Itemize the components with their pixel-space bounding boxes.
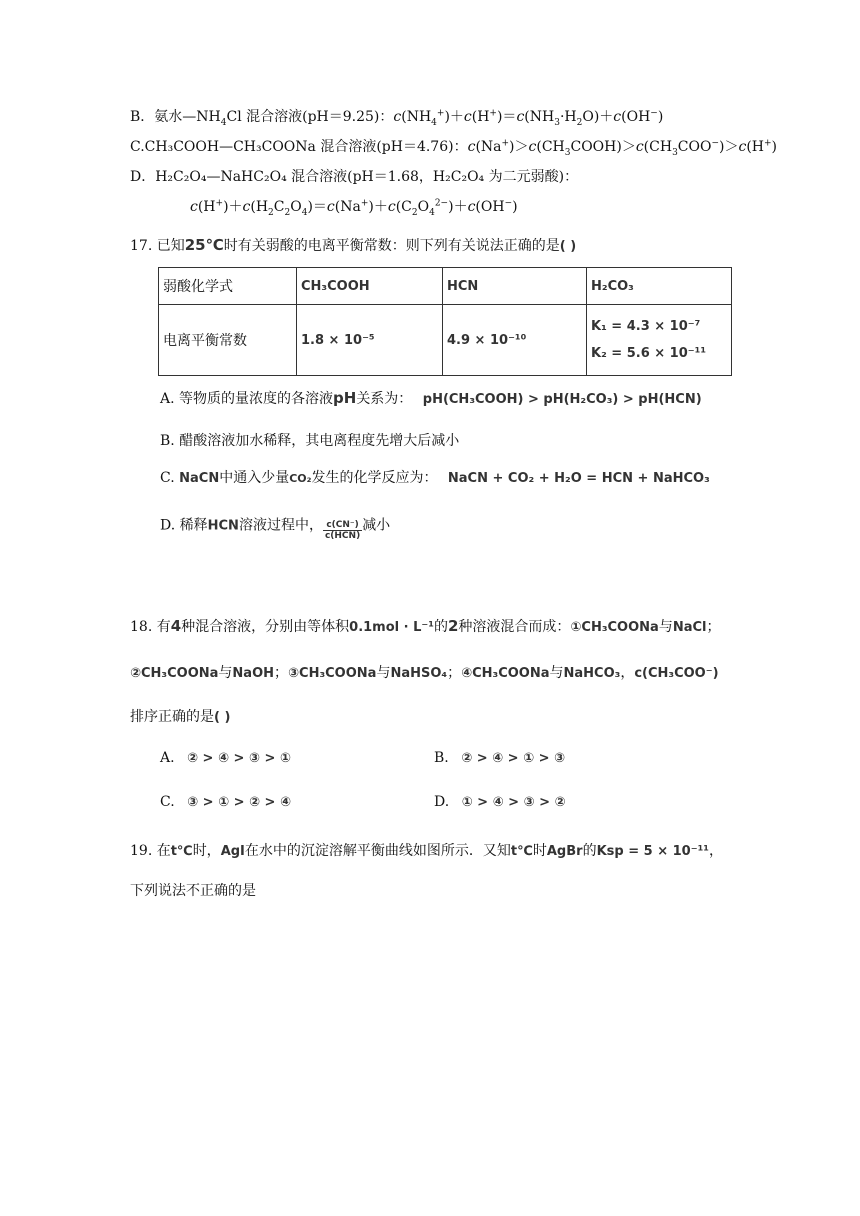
q18-solution-2b: NaOH <box>232 666 275 681</box>
nacn-formula: NaCN <box>179 471 220 486</box>
table-cell: CH₃COOH <box>297 268 443 305</box>
q18-solution-1b: NaCl <box>672 620 707 635</box>
q17-option-d-text-2: 溶液过程中， <box>238 517 323 534</box>
q17-option-c-text: 中通入少量 <box>219 470 290 486</box>
q19-text: 在水中的沉淀溶解平衡曲线如图所示．又知 <box>244 843 511 859</box>
q17-option-a-expr: pH(CH₃COOH) > pH(H₂CO₃) > pH(HCN) <box>422 392 702 407</box>
q16-option-d-text: D．H₂C₂O₄—NaHC₂O₄ 混合溶液(pH＝1.68，H₂C₂O₄ 为二元弱酸)： <box>130 169 579 185</box>
ionization-constant-table <box>158 267 732 376</box>
q16-option-b: B．氨水$—NH_4Cl$ 混合溶液(pH＝9.25)：$c(NH_4^+)+c(H^+)=c(NH_3\cdot H_2O)+c(OH^-)$ <box>130 108 664 128</box>
q17-option-c-text-2: 发生的化学反应为： <box>311 470 438 486</box>
q18-sep: ； <box>706 619 721 635</box>
q18-option-c-expr: ③ > ① > ② > ④ <box>187 795 291 810</box>
co2-formula: CO₂ <box>289 472 312 485</box>
q17-temp: 25℃ <box>184 236 224 254</box>
q17-stem-a: 17. 已知 <box>130 238 185 254</box>
table-cell <box>587 305 732 376</box>
table-cell: 电离平衡常数 <box>159 305 297 376</box>
q17-option-a-text: 等物质的量浓度的各溶液 <box>179 391 334 407</box>
q19-agi: AgI <box>220 844 245 859</box>
q18-yu: 与 <box>658 619 673 635</box>
table-cell: 弱酸化学式 <box>159 268 297 305</box>
fraction-denominator: c(HCN) <box>324 531 361 541</box>
q16-option-c-text: C.CH₃COOH—CH₃COONa 混合溶液(pH＝4.76)： <box>130 139 468 155</box>
q16-option-d <box>130 166 578 186</box>
cn-hcn-fraction <box>323 520 362 541</box>
option-label: A. <box>160 750 175 766</box>
option-label: D. <box>160 517 176 534</box>
q17-option-c-expr: NaCN + CO₂ + H₂O = HCN + NaHCO₃ <box>447 471 710 486</box>
q18-text: 种溶液混合而成： <box>458 619 571 635</box>
q16-option-c-equation: $c(Na^+)>c(CH_3COOH)>c(CH_3COO^-)>c(H^+)$ <box>467 138 778 158</box>
q18-two: 2 <box>447 617 459 635</box>
q17-option-d-text: 稀释 <box>179 517 208 534</box>
q16-option-b-equation: $c(NH_4^+)+c(H^+)=c(NH_3\cdot H_2O)+c(OH^-)$ <box>393 108 664 128</box>
ph-symbol: pH <box>333 389 357 407</box>
table-cell: 4.9 × 10⁻¹⁰ <box>443 305 587 376</box>
q18-stem-line1 <box>130 616 720 636</box>
q18-count: 4 <box>170 617 182 635</box>
q18-stem-line3 <box>130 706 230 726</box>
q19-text: 时 <box>532 843 547 859</box>
hcn-formula: HCN <box>207 518 239 534</box>
q16-option-b-text: Cl 混合溶液(pH＝9.25)： <box>226 109 394 125</box>
q18-text: 排序正确的是 <box>130 709 214 725</box>
option-label: C. <box>160 794 175 810</box>
q19-agbr: AgBr <box>546 844 583 859</box>
q16-option-d-equation: $c(H^+)+c(H_2C_2O_4)=c(Na^+)+c(C_2O_4^{2-})+c(OH^-)$ <box>190 198 518 218</box>
q19-text: 的 <box>582 843 597 859</box>
q18-option-d <box>434 794 566 810</box>
q18-target: c(CH₃COO⁻) <box>634 666 719 681</box>
q17-option-c <box>160 467 710 487</box>
q18-stem-line2 <box>130 662 719 682</box>
q18-option-a <box>160 750 291 766</box>
q17-option-d <box>160 510 390 541</box>
q18-option-a-expr: ② > ④ > ③ > ① <box>187 751 291 766</box>
option-label: B. <box>434 750 449 766</box>
option-label: C. <box>160 470 175 486</box>
q19-ksp: Ksp = 5 × 10⁻¹¹ <box>596 844 709 859</box>
q18-option-b <box>434 750 565 766</box>
h2co3-k1: K₁ = 4.3 × 10⁻⁷ <box>591 319 701 334</box>
q18-concentration: 0.1mol · L⁻¹ <box>349 620 434 635</box>
q18-text: 的 <box>433 619 448 635</box>
fraction-numerator: c(CN⁻) <box>323 520 362 531</box>
table-cell: 1.8 × 10⁻⁵ <box>297 305 443 376</box>
q19-temp: t℃ <box>510 844 533 859</box>
q18-yu: 与 <box>218 665 233 681</box>
q18-solution-4b: NaHCO₃ <box>563 666 621 681</box>
q18-solution-1: ①CH₃COONa <box>570 620 659 635</box>
q17-option-d-text-3: 减小 <box>362 517 391 534</box>
q17-option-a-text-2: 关系为： <box>356 391 413 407</box>
h2co3-k2: K₂ = 5.6 × 10⁻¹¹ <box>591 346 707 361</box>
table-row <box>159 305 732 376</box>
q18-option-d-expr: ① > ④ > ③ > ② <box>461 795 566 810</box>
q17-option-b <box>160 430 459 450</box>
q19-text: 下列说法不正确的是 <box>130 883 256 899</box>
q19-temp: t℃ <box>170 844 193 859</box>
q16-option-c <box>130 136 777 156</box>
q18-solution-3b: NaHSO₄ <box>390 666 448 681</box>
q19-text: 时， <box>192 843 221 859</box>
q18-solution-4: ④CH₃COONa <box>461 666 550 681</box>
q18-yu: 与 <box>376 665 391 681</box>
q19-stem-line2 <box>130 880 256 900</box>
q19-text: ， <box>708 843 723 859</box>
q18-solution-3: ③CH₃COONa <box>288 666 377 681</box>
option-label: A. <box>160 391 175 407</box>
table-cell: H₂CO₃ <box>587 268 732 305</box>
q18-option-c <box>160 794 291 810</box>
q18-yu: 与 <box>549 665 564 681</box>
q18-text: 种混合溶液，分别由等体积 <box>181 619 350 635</box>
q17-answer-paren: ( ) <box>559 239 577 254</box>
q18-solution-2: ②CH₃COONa <box>130 666 219 681</box>
q18-option-b-expr: ② > ④ > ① > ③ <box>461 751 566 766</box>
q19-text: 19. 在 <box>130 843 171 859</box>
q19-stem-line1 <box>130 840 723 860</box>
q18-sep: ； <box>447 665 462 681</box>
q18-sep: ； <box>274 665 289 681</box>
option-label: D. <box>434 794 450 810</box>
q18-text: 18. 有 <box>130 619 171 635</box>
q17-stem-b: 时有关弱酸的电离平衡常数：则下列有关说法正确的是 <box>223 238 560 254</box>
q17-option-b-text: 醋酸溶液加水稀释，其电离程度先增大后减小 <box>179 433 460 449</box>
q17-stem <box>130 235 576 255</box>
q17-option-a <box>160 388 702 408</box>
table-header-row <box>159 268 732 305</box>
q18-answer-paren: ( ) <box>214 710 231 725</box>
table-cell: HCN <box>443 268 587 305</box>
q18-comma: ， <box>620 665 635 681</box>
option-label: B. <box>160 433 175 449</box>
q16-option-b-label: B．氨水—NH <box>130 109 221 125</box>
